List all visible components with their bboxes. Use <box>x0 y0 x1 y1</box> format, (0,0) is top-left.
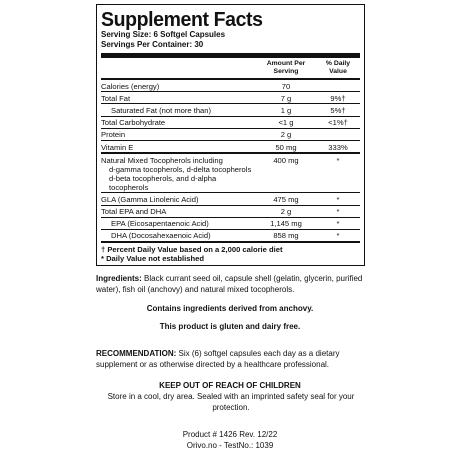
nutrient-row <box>101 141 360 154</box>
dv-header-line1: % Daily <box>325 60 351 67</box>
recommendation-text <box>96 349 368 370</box>
nutrient-row <box>101 193 360 205</box>
amount-header <box>256 60 316 76</box>
nutrient-label: Total Carbohydrate <box>101 118 166 128</box>
ingredients-body: Black currant seed oil, capsule shell (gelatin, glycerin, purified water), fish oil (anchovy) and natural mixed tocopherols. <box>96 274 363 294</box>
nutrient-label-sub: d-beta tocopherols, and d-alpha tocopherols <box>109 173 217 192</box>
nutrient-label: Calories (energy) <box>101 81 160 91</box>
nutrient-amount: 858 mg <box>273 231 299 241</box>
facts-footnotes <box>101 241 360 264</box>
anchovy-note: Contains ingredients derived from anchovy. <box>146 304 314 313</box>
nutrient-dv: * <box>336 219 340 229</box>
nutrient-label-main: Natural Mixed Tocopherols including <box>101 155 223 165</box>
nutrient-dv: * <box>336 194 340 204</box>
nutrient-amount: 2 g <box>280 130 292 140</box>
nutrient-amount: 70 <box>281 81 291 91</box>
nutrient-label: Protein <box>101 130 126 140</box>
nutrient-row <box>101 117 360 129</box>
nutrient-amount: <1 g <box>278 118 294 128</box>
nutrient-label: EPA (Eicosapentaenoic Acid) <box>111 219 209 229</box>
nutrient-amount: 50 mg <box>275 142 297 152</box>
nutrient-dv: <1%† <box>328 118 348 128</box>
storage-text: Store in a cool, dry area. Sealed with an imprinted safety seal for your protection. <box>107 392 355 412</box>
facts-column-header <box>101 58 360 78</box>
nutrient-label: Total Fat <box>101 93 131 103</box>
nutrient-amount: 400 mg <box>273 155 299 165</box>
ingredients-label: Ingredients: <box>96 274 142 283</box>
nutrient-row <box>101 80 360 92</box>
nutrient-row <box>101 206 360 218</box>
nutrient-label <box>101 156 256 192</box>
amount-header-line2: Serving <box>273 68 299 75</box>
nutrient-dv: * <box>336 155 340 165</box>
nutrient-label: Total EPA and DHA <box>101 207 167 217</box>
nutrient-row <box>101 129 360 141</box>
dv-header-line2: Value <box>329 68 347 75</box>
nutrient-row <box>101 104 360 116</box>
nutrient-dv: 9%† <box>330 93 346 103</box>
nutrient-dv: 5%† <box>330 105 346 115</box>
nutrient-dv <box>316 82 360 91</box>
facts-title: Supplement Facts <box>101 8 263 32</box>
recommendation-body: Six (6) softgel capsules each day as a dietary supplement or as otherwise directed by a healthcare professional. <box>96 349 340 369</box>
nutrient-row <box>101 230 360 241</box>
nutrient-dv: * <box>336 207 340 217</box>
gluten-note: This product is gluten and dairy free. <box>159 322 301 331</box>
supplement-facts-panel <box>96 4 365 266</box>
nutrient-amount: 7 g <box>280 93 292 103</box>
nutrient-row <box>101 92 360 104</box>
ingredients-text <box>96 274 368 295</box>
nutrient-dv <box>316 130 360 139</box>
nutrient-row <box>101 218 360 230</box>
dv-header <box>316 60 360 76</box>
servings-per-container: Servings Per Container: 30 <box>101 40 204 49</box>
footnote-dv-not-established: * Daily Value not established <box>101 254 204 264</box>
nutrient-label: Saturated Fat (not more than) <box>111 105 212 115</box>
nutrient-amount: 2 g <box>280 207 292 217</box>
nutrient-label: DHA (Docosahexaenoic Acid) <box>111 231 211 241</box>
nutrient-amount: 475 mg <box>273 194 299 204</box>
amount-header-line1: Amount Per <box>266 60 306 67</box>
nutrient-amount: 1,145 mg <box>270 219 302 229</box>
nutrient-label: GLA (Gamma Linolenic Acid) <box>101 194 199 204</box>
nutrient-amount: 1 g <box>280 105 292 115</box>
nutrient-dv: 333% <box>328 142 348 152</box>
nutrient-dv: * <box>336 231 340 241</box>
nutrient-label-sub: d-gamma tocopherols, d-delta tocopherols <box>109 164 252 174</box>
product-number: Product # 1426 Rev. 12/22 <box>182 430 278 439</box>
keep-out-heading: KEEP OUT OF REACH OF CHILDREN <box>159 381 301 390</box>
footnote-percent-dv: † Percent Daily Value based on a 2,000 calorie diet <box>101 245 283 255</box>
nutrient-label: Vitamin E <box>101 142 134 152</box>
serving-size: Serving Size: 6 Softgel Capsules <box>101 30 226 39</box>
test-number: Orivo.no - TestNo.: 1039 <box>186 441 274 450</box>
nutrient-row <box>101 154 360 193</box>
recommendation-label: RECOMMENDATION: <box>96 349 177 358</box>
